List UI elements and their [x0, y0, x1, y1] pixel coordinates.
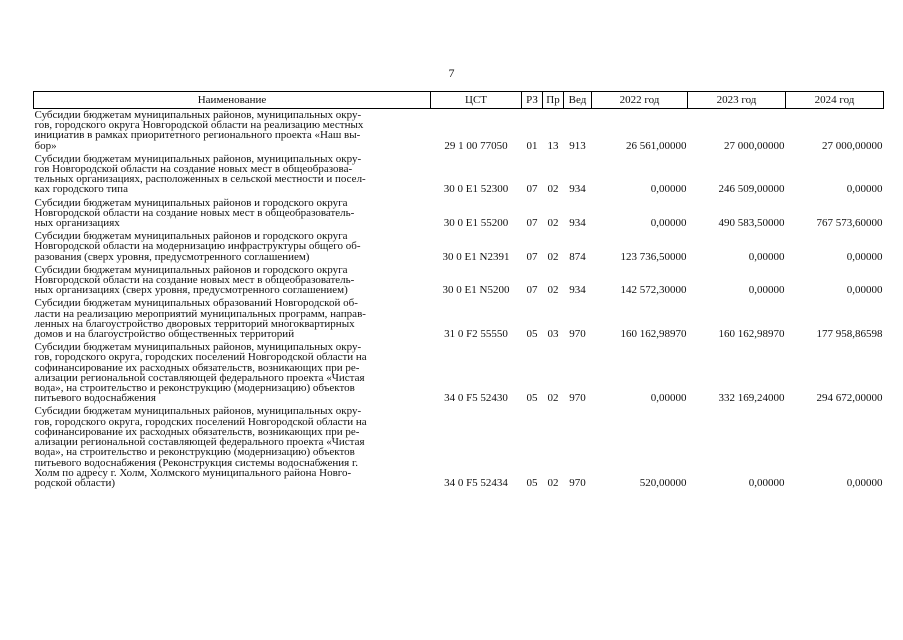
cell-cst: 29 1 00 77050	[444, 139, 508, 152]
header-2022: 2022 год	[592, 92, 688, 109]
table-row	[34, 297, 884, 341]
header-ved: Вед	[564, 92, 592, 109]
cell-2024: 27 000,00000	[822, 139, 883, 152]
header-pr: Пр	[543, 92, 564, 109]
cell-cst: 30 0 E1 52300	[443, 183, 509, 196]
table-row	[34, 153, 884, 197]
table-row	[34, 405, 884, 490]
cell-2023: 160 162,98970	[718, 328, 785, 341]
cell-2022: 26 561,00000	[626, 139, 687, 152]
cell-2022: 142 572,30000	[620, 284, 687, 297]
cell-2023: 490 583,50000	[718, 217, 785, 230]
cell-ved: 874	[569, 250, 586, 263]
page-number: 7	[448, 66, 455, 80]
table-row	[34, 197, 884, 231]
table-row	[34, 230, 884, 264]
cell-cst: 30 0 E1 55200	[443, 217, 509, 230]
cell-rz: 07	[526, 250, 538, 263]
cell-rz: 05	[526, 476, 538, 489]
cell-pr: 02	[547, 217, 559, 230]
cell-ved: 913	[569, 139, 586, 152]
cell-cst: 34 0 F5 52434	[444, 476, 508, 489]
cell-2022: 160 162,98970	[620, 328, 687, 341]
cell-2022: 520,00000	[639, 476, 687, 489]
cell-cst: 31 0 F2 55550	[444, 328, 508, 341]
table-body	[34, 109, 884, 491]
cell-ved: 934	[569, 284, 586, 297]
cell-ved: 970	[569, 476, 586, 489]
cell-cst: 30 0 E1 N5200	[442, 284, 510, 297]
header-2023: 2023 год	[688, 92, 786, 109]
header-cst: ЦСТ	[431, 92, 522, 109]
cell-rz: 05	[526, 392, 538, 405]
cell-name: Субсидии бюджетам муниципальных районов и городского округа Новгородской области на создание новых мест в общеобразователь- ных организациях	[34, 196, 355, 230]
cell-ved: 970	[569, 328, 586, 341]
cell-rz: 01	[526, 139, 538, 152]
cell-2023: 332 169,24000	[718, 392, 785, 405]
cell-2023: 27 000,00000	[724, 139, 785, 152]
cell-ved: 934	[569, 183, 586, 196]
cell-cst: 30 0 E1 N2391	[442, 250, 510, 263]
cell-ved: 934	[569, 217, 586, 230]
cell-pr: 02	[547, 476, 559, 489]
cell-name: Субсидии бюджетам муниципальных районов, муниципальных окру- гов Новгородской области на создание новых мест в общеобразова- тельных организациях, расположенных в сельской местности и посел- ках городского типа	[34, 152, 366, 196]
cell-2024: 0,00000	[846, 476, 883, 489]
cell-pr: 02	[547, 250, 559, 263]
cell-2023: 0,00000	[748, 476, 785, 489]
cell-2022: 0,00000	[650, 392, 687, 405]
cell-pr: 13	[547, 139, 559, 152]
cell-name: Субсидии бюджетам муниципальных районов, муниципальных окру- гов, городского округа, городских поселений Новгородской области на софинансирование их расходных обязательств, возникающих при ре- ализации региональной составляющей федерального проекта «Чистая вода», на строительство и реконструкцию (модернизацию) объектов питьевого водоснабжения	[34, 341, 367, 405]
header-2024: 2024 год	[786, 92, 884, 109]
cell-2024: 0,00000	[846, 250, 883, 263]
cell-name: Субсидии бюджетам муниципальных районов и городского округа Новгородской области на создание новых мест в общеобразователь- ных организациях (сверх уровня, предусмотренного соглашением)	[34, 263, 355, 297]
cell-2023: 0,00000	[748, 284, 785, 297]
cell-pr: 03	[547, 328, 559, 341]
cell-2024: 177 958,86598	[816, 328, 883, 341]
cell-2024: 294 672,00000	[816, 392, 883, 405]
cell-rz: 07	[526, 183, 538, 196]
cell-2023: 246 509,00000	[718, 183, 785, 196]
cell-2022: 0,00000	[650, 183, 687, 196]
cell-rz: 05	[526, 328, 538, 341]
cell-2022: 0,00000	[650, 217, 687, 230]
cell-rz: 07	[526, 217, 538, 230]
cell-2024: 0,00000	[846, 183, 883, 196]
cell-2022: 123 736,50000	[620, 250, 687, 263]
budget-table	[33, 91, 884, 490]
cell-name: Субсидии бюджетам муниципальных районов, муниципальных окру- гов, городского округа, городских поселений Новгородской области на софинансирование их расходных обязательств, возникающих при ре- ализации региональной составляющей федерального проекта «Чистая вода», на строительство и реконструкцию (модернизацию) объектов питьевого водоснабжения (Реконструкция системы водоснабжения г. Холм по адресу г. Холм, Холмского муниципального района Новго- родской области)	[34, 405, 367, 489]
cell-ved: 970	[569, 392, 586, 405]
cell-2024: 0,00000	[846, 284, 883, 297]
cell-cst: 34 0 F5 52430	[444, 392, 508, 405]
cell-rz: 07	[526, 284, 538, 297]
table-row	[34, 109, 884, 153]
cell-name: Субсидии бюджетам муниципальных образований Новгородской об- ласти на реализацию мероприятий муниципальных программ, направ- ленных на благоустройство дворовых территорий многоквартирных домов и на благоустройство общественных территорий	[34, 297, 366, 341]
cell-name: Субсидии бюджетам муниципальных районов и городского округа Новгородской области на модернизацию инфраструктуры общего об- разования (сверх уровня, предусмотренного соглашением)	[34, 230, 361, 263]
cell-pr: 02	[547, 284, 559, 297]
header-rz: РЗ	[522, 92, 543, 109]
header-name: Наименование	[34, 92, 431, 109]
table-header-row	[34, 92, 884, 109]
cell-2023: 0,00000	[748, 250, 785, 263]
table-row	[34, 264, 884, 298]
cell-name: Субсидии бюджетам муниципальных районов, муниципальных окру- гов, городского округа Новгородской области на реализацию местных инициатив в рамках приоритетного регионального проекта «Наш вы- бор»	[34, 109, 364, 152]
cell-2024: 767 573,60000	[816, 217, 883, 230]
cell-pr: 02	[547, 392, 559, 405]
table-row	[34, 341, 884, 405]
cell-pr: 02	[547, 183, 559, 196]
